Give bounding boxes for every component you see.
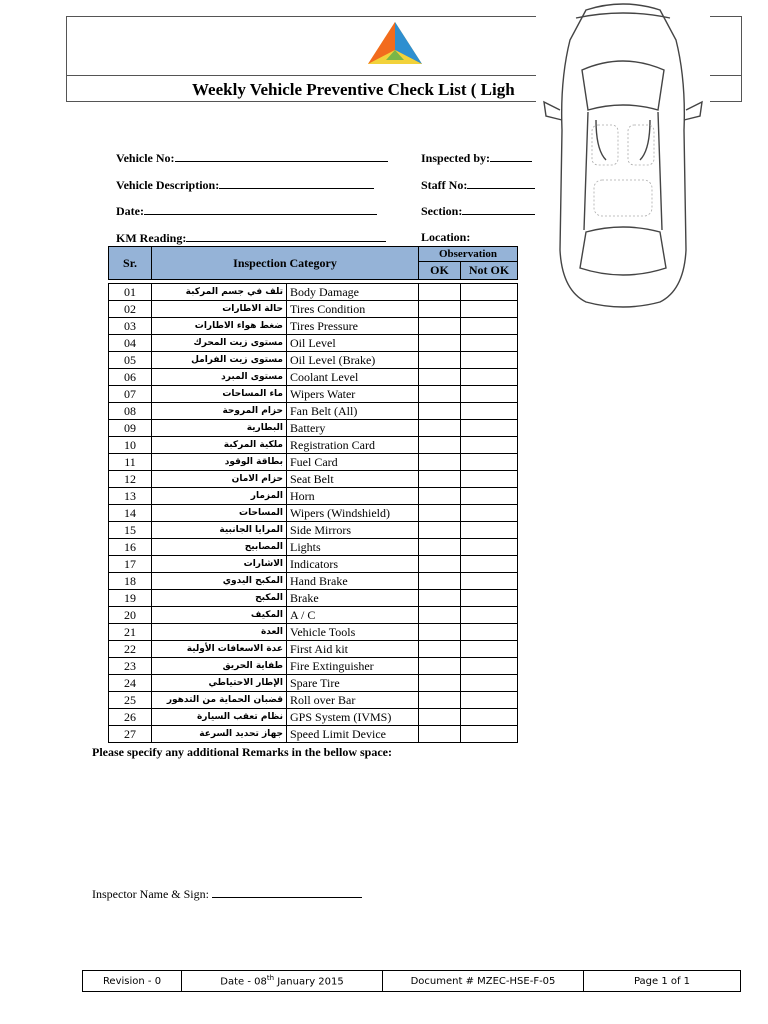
row-english-label: Brake (287, 590, 419, 607)
table-row (109, 658, 518, 675)
row-english-label: Horn (287, 488, 419, 505)
row-english-label: Fuel Card (287, 454, 419, 471)
table-row (109, 624, 518, 641)
row-english-label: Registration Card (287, 437, 419, 454)
table-row (109, 301, 518, 318)
not-ok-checkbox-cell[interactable] (461, 437, 518, 454)
ok-checkbox-cell[interactable] (419, 488, 461, 505)
row-arabic-label: قضبان الحماية من التدهور (152, 692, 287, 709)
not-ok-checkbox-cell[interactable] (461, 692, 518, 709)
table-row (109, 709, 518, 726)
footer-document-number: Document # MZEC-HSE-F-05 (383, 971, 584, 992)
category-header: Inspection Category (152, 247, 419, 280)
not-ok-checkbox-cell[interactable] (461, 539, 518, 556)
not-ok-checkbox-cell[interactable] (461, 301, 518, 318)
row-arabic-label: المزمار (152, 488, 287, 505)
inspection-table (108, 246, 518, 743)
ok-checkbox-cell[interactable] (419, 386, 461, 403)
table-row (109, 488, 518, 505)
row-number: 05 (109, 352, 152, 369)
row-arabic-label: حالة الاطارات (152, 301, 287, 318)
not-ok-checkbox-cell[interactable] (461, 590, 518, 607)
table-row (109, 352, 518, 369)
ok-checkbox-cell[interactable] (419, 369, 461, 386)
row-arabic-label: مستوى المبرد (152, 369, 287, 386)
not-ok-checkbox-cell[interactable] (461, 522, 518, 539)
ok-checkbox-cell[interactable] (419, 709, 461, 726)
row-number: 21 (109, 624, 152, 641)
row-english-label: Tires Pressure (287, 318, 419, 335)
staff-no-field[interactable] (421, 177, 535, 193)
not-ok-checkbox-cell[interactable] (461, 573, 518, 590)
row-number: 25 (109, 692, 152, 709)
row-english-label: Coolant Level (287, 369, 419, 386)
ok-checkbox-cell[interactable] (419, 522, 461, 539)
not-ok-checkbox-cell[interactable] (461, 709, 518, 726)
row-arabic-label: العدة (152, 624, 287, 641)
table-row (109, 284, 518, 301)
row-number: 03 (109, 318, 152, 335)
vehicle-no-label: Vehicle No: (116, 151, 175, 165)
table-row (109, 590, 518, 607)
company-logo (366, 20, 424, 68)
ok-checkbox-cell[interactable] (419, 420, 461, 437)
row-number: 20 (109, 607, 152, 624)
row-arabic-label: ضغط هواء الاطارات (152, 318, 287, 335)
table-row (109, 675, 518, 692)
row-number: 15 (109, 522, 152, 539)
table-row (109, 420, 518, 437)
row-arabic-label: طفاية الحريق (152, 658, 287, 675)
km-reading-label: KM Reading: (116, 231, 187, 245)
not-ok-checkbox-cell[interactable] (461, 352, 518, 369)
row-arabic-label: تلف في جسم المركبة (152, 284, 287, 301)
row-number: 02 (109, 301, 152, 318)
row-english-label: Indicators (287, 556, 419, 573)
row-english-label: Fire Extinguisher (287, 658, 419, 675)
not-ok-checkbox-cell[interactable] (461, 658, 518, 675)
row-english-label: Oil Level (Brake) (287, 352, 419, 369)
row-english-label: Wipers Water (287, 386, 419, 403)
not-ok-checkbox-cell[interactable] (461, 335, 518, 352)
row-arabic-label: مستوى زيت الفرامل (152, 352, 287, 369)
vehicle-description-field[interactable] (116, 177, 374, 193)
row-english-label: A / C (287, 607, 419, 624)
table-row (109, 403, 518, 420)
not-ok-checkbox-cell[interactable] (461, 471, 518, 488)
table-body (109, 280, 518, 743)
section-label: Section: (421, 204, 463, 218)
row-arabic-label: البطارية (152, 420, 287, 437)
row-number: 06 (109, 369, 152, 386)
row-english-label: Tires Condition (287, 301, 419, 318)
ok-checkbox-cell[interactable] (419, 403, 461, 420)
table-row (109, 505, 518, 522)
ok-header: OK (419, 262, 461, 280)
row-arabic-label: المكبح (152, 590, 287, 607)
vehicle-no-field[interactable] (116, 150, 388, 166)
ok-checkbox-cell[interactable] (419, 284, 461, 301)
row-arabic-label: بطاقة الوقود (152, 454, 287, 471)
ok-checkbox-cell[interactable] (419, 675, 461, 692)
date-label: Date: (116, 204, 144, 218)
row-arabic-label: المساحات (152, 505, 287, 522)
not-ok-checkbox-cell[interactable] (461, 386, 518, 403)
row-english-label: First Aid kit (287, 641, 419, 658)
row-arabic-label: ملكية المركبة (152, 437, 287, 454)
not-ok-checkbox-cell[interactable] (461, 726, 518, 743)
row-arabic-label: المصابيح (152, 539, 287, 556)
row-arabic-label: نظام تعقب السيارة (152, 709, 287, 726)
inspector-sign-label: Inspector Name & Sign: (92, 887, 209, 901)
row-number: 26 (109, 709, 152, 726)
table-row (109, 454, 518, 471)
not-ok-header: Not OK (461, 262, 518, 280)
row-english-label: Hand Brake (287, 573, 419, 590)
vehicle-description-label: Vehicle Description: (116, 178, 220, 192)
row-number: 27 (109, 726, 152, 743)
row-english-label: Oil Level (287, 335, 419, 352)
row-number: 13 (109, 488, 152, 505)
table-row (109, 386, 518, 403)
not-ok-checkbox-cell[interactable] (461, 488, 518, 505)
ok-checkbox-cell[interactable] (419, 556, 461, 573)
table-row (109, 437, 518, 454)
ok-checkbox-cell[interactable] (419, 505, 461, 522)
ok-checkbox-cell[interactable] (419, 352, 461, 369)
row-number: 16 (109, 539, 152, 556)
inspector-sign-field[interactable] (92, 886, 362, 902)
remarks-label: Please specify any additional Remarks in the bellow space: (92, 745, 392, 759)
row-english-label: Battery (287, 420, 419, 437)
row-number: 11 (109, 454, 152, 471)
row-english-label: Wipers (Windshield) (287, 505, 419, 522)
sr-header: Sr. (109, 247, 152, 280)
row-arabic-label: عدة الاسعافات الأولية (152, 641, 287, 658)
not-ok-checkbox-cell[interactable] (461, 641, 518, 658)
row-arabic-label: المرايا الجانبية (152, 522, 287, 539)
ok-checkbox-cell[interactable] (419, 335, 461, 352)
location-field[interactable] (421, 230, 470, 245)
footer-page: Page 1 of 1 (584, 971, 741, 992)
ok-checkbox-cell[interactable] (419, 454, 461, 471)
row-english-label: Vehicle Tools (287, 624, 419, 641)
row-arabic-label: المكبح اليدوي (152, 573, 287, 590)
ok-checkbox-cell[interactable] (419, 471, 461, 488)
table-header-row (109, 247, 518, 262)
row-arabic-label: مستوى زيت المحرك (152, 335, 287, 352)
table-row (109, 318, 518, 335)
row-number: 10 (109, 437, 152, 454)
ok-checkbox-cell[interactable] (419, 573, 461, 590)
row-english-label: Fan Belt (All) (287, 403, 419, 420)
row-number: 09 (109, 420, 152, 437)
row-number: 22 (109, 641, 152, 658)
row-number: 23 (109, 658, 152, 675)
ok-checkbox-cell[interactable] (419, 437, 461, 454)
not-ok-checkbox-cell[interactable] (461, 420, 518, 437)
ok-checkbox-cell[interactable] (419, 692, 461, 709)
row-english-label: Roll over Bar (287, 692, 419, 709)
table-row (109, 641, 518, 658)
table-row (109, 573, 518, 590)
not-ok-checkbox-cell[interactable] (461, 454, 518, 471)
table-row (109, 556, 518, 573)
ok-checkbox-cell[interactable] (419, 624, 461, 641)
table-row (109, 335, 518, 352)
ok-checkbox-cell[interactable] (419, 301, 461, 318)
not-ok-checkbox-cell[interactable] (461, 318, 518, 335)
row-arabic-label: المكيف (152, 607, 287, 624)
ok-checkbox-cell[interactable] (419, 641, 461, 658)
table-row (109, 522, 518, 539)
row-number: 14 (109, 505, 152, 522)
row-arabic-label: جهاز تحديد السرعة (152, 726, 287, 743)
row-english-label: Body Damage (287, 284, 419, 301)
not-ok-checkbox-cell[interactable] (461, 369, 518, 386)
row-arabic-label: حزام المروحة (152, 403, 287, 420)
row-english-label: Speed Limit Device (287, 726, 419, 743)
row-number: 19 (109, 590, 152, 607)
inspected-by-label: Inspected by: (421, 151, 491, 165)
row-arabic-label: الإطار الاحتياطي (152, 675, 287, 692)
section-field[interactable] (421, 203, 535, 219)
not-ok-checkbox-cell[interactable] (461, 403, 518, 420)
not-ok-checkbox-cell[interactable] (461, 556, 518, 573)
table-row (109, 539, 518, 556)
row-arabic-label: ماء المساحات (152, 386, 287, 403)
not-ok-checkbox-cell[interactable] (461, 505, 518, 522)
row-arabic-label: الاشارات (152, 556, 287, 573)
location-label: Location: (421, 230, 471, 244)
ok-checkbox-cell[interactable] (419, 539, 461, 556)
footer-revision: Revision - 0 (83, 971, 182, 992)
staff-no-label: Staff No: (421, 178, 468, 192)
row-number: 17 (109, 556, 152, 573)
document-footer (82, 970, 741, 992)
km-reading-field[interactable] (116, 230, 386, 246)
inspected-by-field[interactable] (421, 150, 532, 166)
row-number: 12 (109, 471, 152, 488)
not-ok-checkbox-cell[interactable] (461, 675, 518, 692)
observation-header: Observation (419, 247, 518, 262)
row-number: 04 (109, 335, 152, 352)
table-row (109, 471, 518, 488)
not-ok-checkbox-cell[interactable] (461, 607, 518, 624)
row-english-label: GPS System (IVMS) (287, 709, 419, 726)
table-row (109, 726, 518, 743)
row-number: 08 (109, 403, 152, 420)
ok-checkbox-cell[interactable] (419, 590, 461, 607)
row-number: 07 (109, 386, 152, 403)
not-ok-checkbox-cell[interactable] (461, 284, 518, 301)
row-number: 01 (109, 284, 152, 301)
ok-checkbox-cell[interactable] (419, 726, 461, 743)
row-arabic-label: حزام الامان (152, 471, 287, 488)
table-row (109, 692, 518, 709)
car-top-view-diagram (536, 0, 710, 310)
date-field[interactable] (116, 203, 377, 219)
table-row (109, 607, 518, 624)
ok-checkbox-cell[interactable] (419, 607, 461, 624)
row-number: 24 (109, 675, 152, 692)
row-number: 18 (109, 573, 152, 590)
ok-checkbox-cell[interactable] (419, 318, 461, 335)
row-english-label: Lights (287, 539, 419, 556)
page-title: Weekly Vehicle Preventive Check List ( Ligh (192, 80, 515, 99)
footer-date: Date - 08th January 2015 (182, 971, 383, 992)
row-english-label: Side Mirrors (287, 522, 419, 539)
ok-checkbox-cell[interactable] (419, 658, 461, 675)
not-ok-checkbox-cell[interactable] (461, 624, 518, 641)
table-row (109, 369, 518, 386)
row-english-label: Seat Belt (287, 471, 419, 488)
row-english-label: Spare Tire (287, 675, 419, 692)
